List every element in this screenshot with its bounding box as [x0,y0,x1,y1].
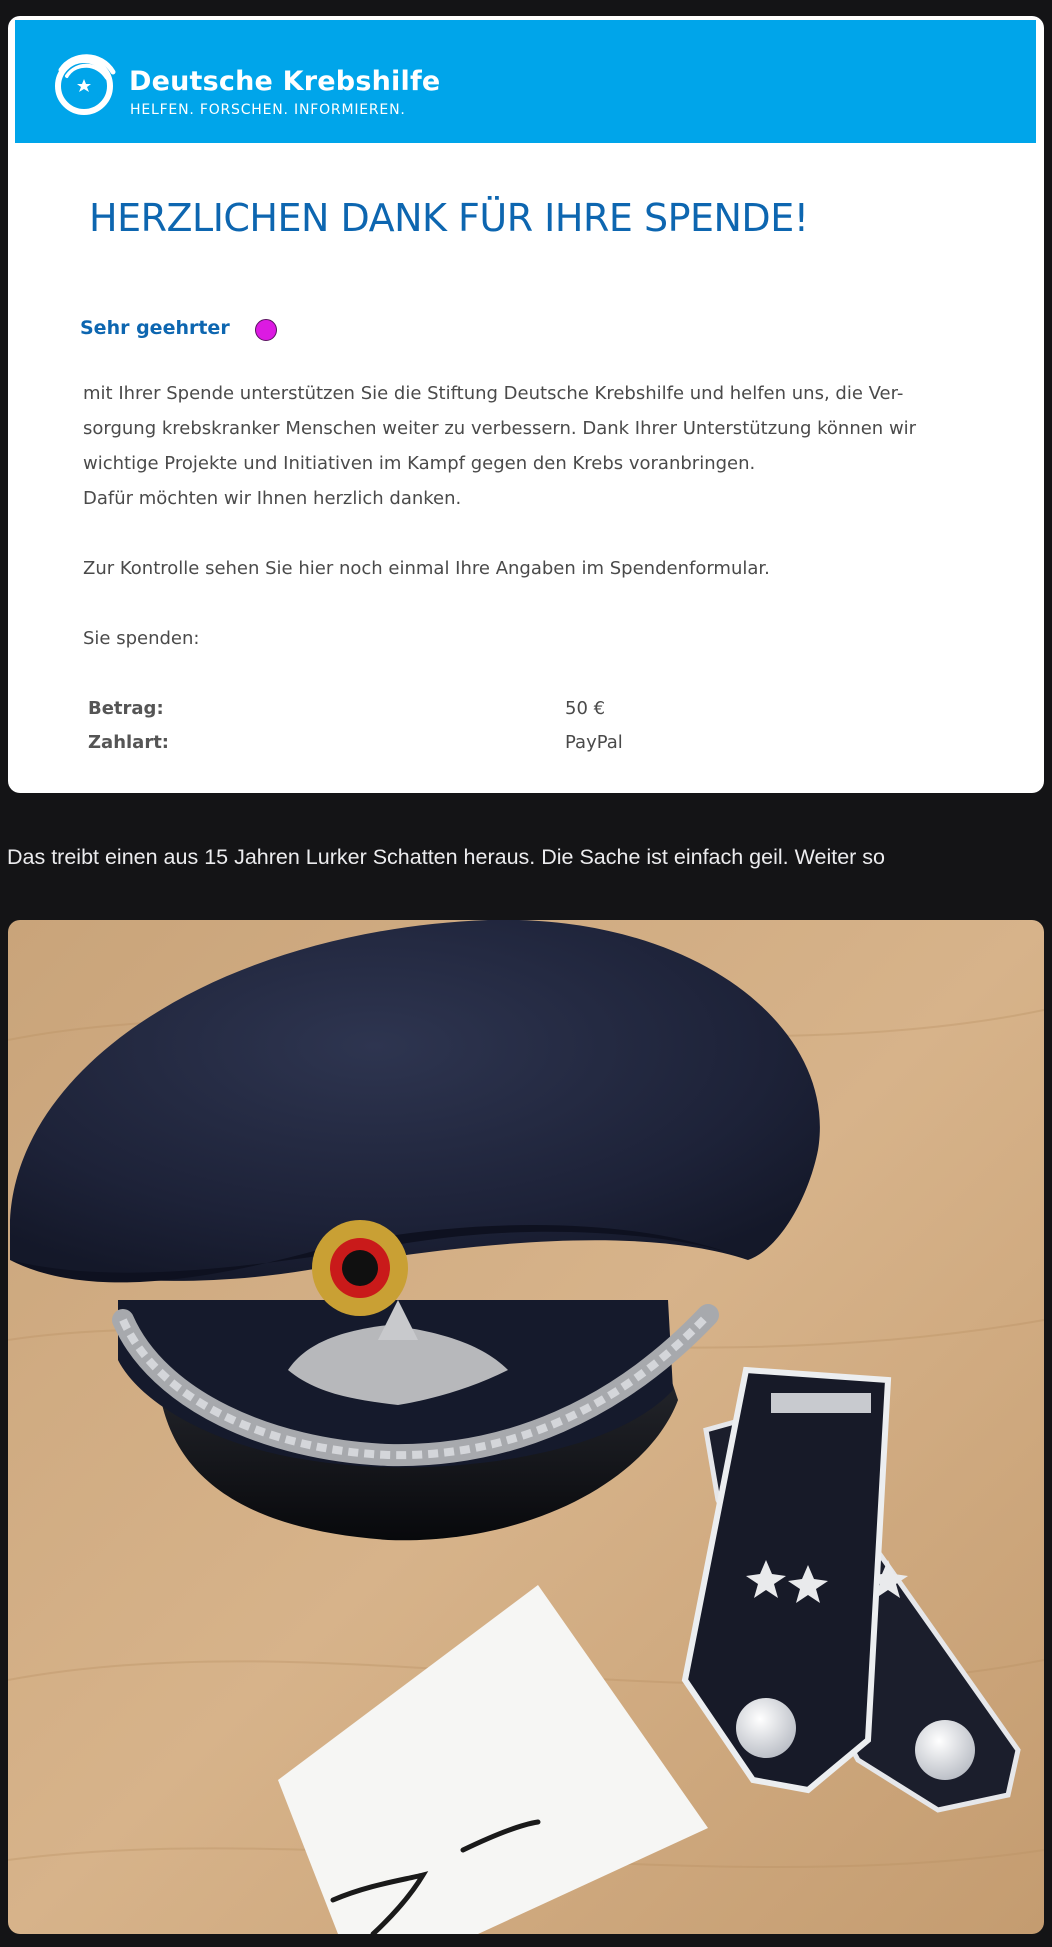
detail-label: Zahlart: [88,732,170,753]
body-line: Dafür möchten wir Ihnen herzlich danken. [83,488,462,509]
email-body [83,376,983,656]
detail-row-amount [88,698,988,728]
body-line: wichtige Projekte und Initiativen im Kampf gegen den Krebs voranbringen. [83,453,756,474]
uniform-photo[interactable] [8,920,1044,1934]
detail-label: Betrag: [88,698,164,719]
body-line: mit Ihrer Spende unterstützen Sie die Stiftung Deutsche Krebshilfe und helfen uns, die Ver- [83,383,904,404]
brand-name: Deutsche Krebshilfe [129,66,441,97]
salutation: Sehr geehrter [80,317,230,339]
email-header-banner [15,20,1036,143]
detail-value: 50 € [565,698,606,719]
body-line: sorgung krebskranker Menschen weiter zu verbessern. Dank Ihrer Unterstützung können wir [83,418,917,439]
donation-email-screenshot[interactable] [8,16,1044,793]
krebshilfe-logo-icon [51,50,119,118]
donate-intro: Sie spenden: [83,628,200,649]
email-headline: HERZLICHEN DANK FÜR IHRE SPENDE! [89,196,809,240]
control-text: Zur Kontrolle sehen Sie hier noch einmal Ihre Angaben im Spendenformular. [83,558,770,579]
detail-row-payment [88,732,988,762]
post-comment: Das treibt einen aus 15 Jahren Lurker Schatten heraus. Die Sache ist einfach geil. Weiter so [7,845,886,869]
cap-and-epaulettes-image [8,920,1044,1934]
brand-tagline: HELFEN. FORSCHEN. INFORMIEREN. [130,102,406,118]
redaction-marker [255,319,277,341]
detail-value: PayPal [565,732,623,753]
